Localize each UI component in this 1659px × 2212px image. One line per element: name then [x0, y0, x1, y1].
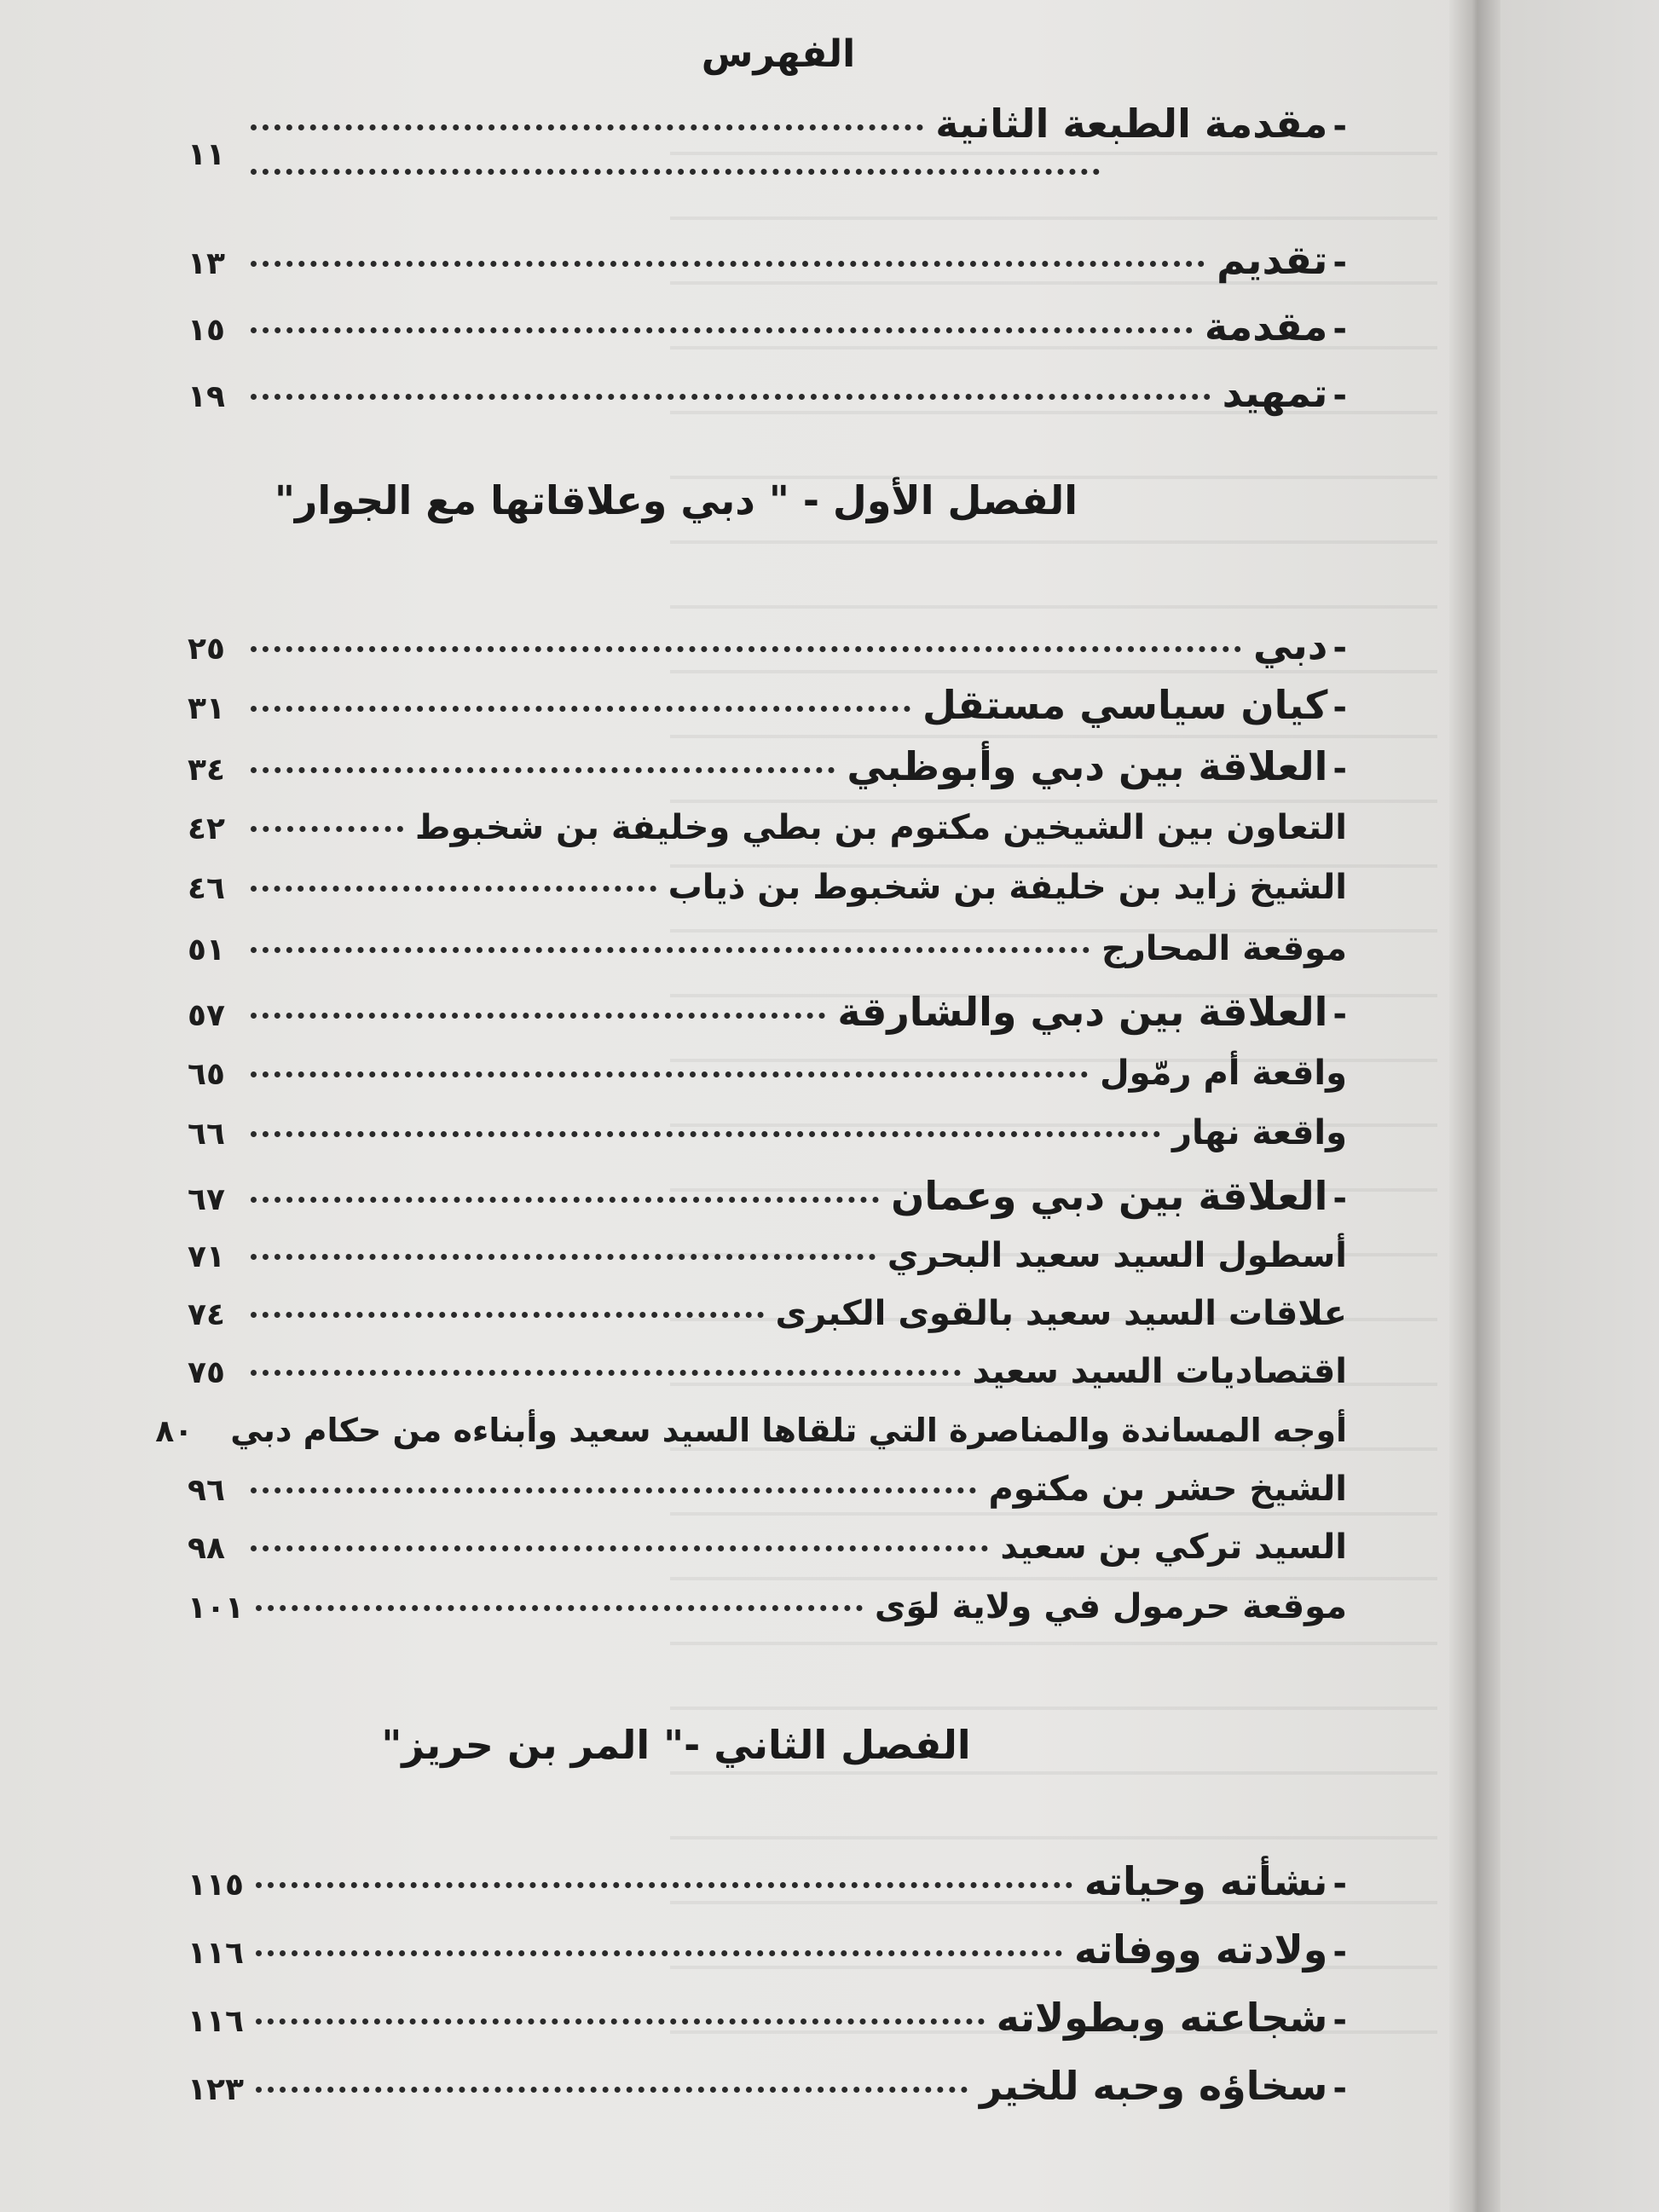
entry-label: العلاقة بين دبي وعمان: [891, 1173, 1328, 1219]
entry-page: ٦٥: [188, 1057, 225, 1092]
dot-leader: [256, 1882, 1072, 1888]
entry-label: العلاقة بين دبي وأبوظبي: [847, 743, 1328, 789]
dot-leader: [251, 261, 1205, 267]
page-title: الفهرس: [701, 32, 856, 76]
toc-entry[interactable]: [188, 682, 1347, 733]
toc-entry[interactable]: [188, 1995, 1347, 2046]
dot-leader: [251, 1545, 988, 1551]
entry-page: ٧٥: [188, 1355, 225, 1390]
entry-dash: -: [1332, 376, 1347, 415]
entry-label: مقدمة الطبعة الثانية: [935, 101, 1328, 147]
toc-entry[interactable]: [188, 1113, 1347, 1164]
entry-label: اقتصاديات السيد سعيد: [972, 1352, 1347, 1391]
entry-page: ١٢٣: [188, 2072, 244, 2107]
entry-page: ١١٥: [188, 1868, 244, 1903]
entry-dash: -: [1332, 628, 1347, 667]
entry-dash: -: [1332, 2001, 1347, 2040]
entry-page: ٥١: [188, 933, 225, 967]
book-gutter: [1449, 0, 1500, 2212]
toc-entry[interactable]: [188, 1587, 1347, 1638]
entry-page: ٤٦: [188, 871, 225, 906]
dot-leader: [251, 1197, 879, 1203]
entry-dash: -: [1332, 1932, 1347, 1972]
dot-leader: [251, 646, 1241, 652]
dot-leader: [251, 1071, 1088, 1077]
entry-page: ٧١: [188, 1239, 225, 1274]
toc-entry[interactable]: [188, 237, 1347, 288]
entry-label: واقعة أم رمّول: [1099, 1054, 1347, 1093]
entry-dash: -: [1332, 749, 1347, 788]
dot-leader: [256, 1950, 1062, 1956]
entry-label: شجاعته وبطولاته: [996, 1995, 1328, 2041]
entry-label: ولادته ووفاته: [1074, 1926, 1328, 1972]
entry-dash: -: [1332, 309, 1347, 349]
toc-entry[interactable]: [188, 929, 1347, 980]
dot-leader: [251, 1370, 961, 1376]
toc-entry[interactable]: [188, 1528, 1347, 1579]
entry-dash: -: [1332, 1179, 1347, 1218]
toc-entry[interactable]: [188, 101, 1347, 152]
toc-entry[interactable]: [188, 1294, 1347, 1345]
toc-entry[interactable]: [188, 370, 1347, 421]
entry-page: ٩٦: [188, 1473, 225, 1508]
entry-label: تقديم: [1217, 237, 1328, 283]
toc-entry[interactable]: [188, 1352, 1347, 1403]
dot-leader: [251, 1131, 1160, 1137]
entry-dash: -: [1332, 243, 1347, 282]
entry-dash: -: [1332, 688, 1347, 727]
chapter-heading: الفصل الثاني -" المر بن حريز": [381, 1722, 971, 1768]
entry-label: كيان سياسي مستقل: [922, 682, 1328, 728]
toc-entry[interactable]: [188, 1926, 1347, 1978]
toc-entry-leader-row: [188, 137, 1125, 172]
entry-label: أوجه المساندة والمناصرة التي تلقاها السيد سعيد وأبناءه من حكام دبي: [230, 1412, 1347, 1449]
entry-page: ٤٢: [188, 811, 225, 846]
entry-page: ١٩: [188, 379, 225, 414]
entry-label: سخاؤه وحبه للخير: [979, 2063, 1328, 2109]
facing-page-edge: [1500, 0, 1659, 2212]
entry-label: الشيخ زايد بن خليفة بن شخبوط بن ذياب: [668, 868, 1347, 907]
entry-label: التعاون بين الشيخين مكتوم بن بطي وخليفة بن شخبوط: [414, 808, 1347, 847]
dot-leader: [251, 706, 910, 712]
toc-entry[interactable]: [188, 808, 1347, 859]
entry-page: ١١٦: [188, 1936, 244, 1971]
dot-leader: [251, 1487, 976, 1493]
toc-entry[interactable]: [188, 989, 1347, 1040]
entry-page: ٢٥: [188, 632, 225, 667]
entry-label: مقدمة: [1204, 303, 1328, 349]
entry-label: السيد تركي بن سعيد: [1000, 1528, 1347, 1567]
entry-page: ١٠١: [188, 1591, 244, 1626]
entry-page: ١١٦: [188, 2004, 244, 2039]
toc-entry[interactable]: [155, 1412, 1347, 1463]
toc-entry[interactable]: [188, 303, 1347, 355]
entry-page: ٨٠: [155, 1414, 194, 1449]
toc-entry[interactable]: [188, 1054, 1347, 1105]
toc-entry[interactable]: [188, 743, 1347, 794]
toc-entry[interactable]: [188, 622, 1347, 673]
dot-leader: [251, 169, 1100, 175]
chapter-heading: الفصل الأول - " دبي وعلاقاتها مع الجوار": [274, 477, 1078, 523]
entry-page: ٣٤: [188, 753, 225, 788]
entry-label: علاقات السيد سعيد بالقوى الكبرى: [775, 1294, 1347, 1333]
entry-page: ٣١: [188, 691, 225, 726]
entry-dash: -: [1332, 1864, 1347, 1903]
entry-label: الشيخ حشر بن مكتوم: [988, 1470, 1347, 1509]
toc-entry[interactable]: [188, 1470, 1347, 1521]
entry-label: موقعة المحارج: [1101, 929, 1347, 968]
dot-leader: [256, 1605, 863, 1611]
dot-leader: [251, 767, 835, 773]
toc-entry[interactable]: [188, 1858, 1347, 1909]
entry-page: ١٣: [188, 246, 225, 281]
dot-leader: [251, 394, 1211, 400]
entry-page: ٦٦: [188, 1117, 225, 1152]
entry-label: واقعة نهار: [1172, 1113, 1347, 1152]
dot-leader: [251, 124, 923, 130]
entry-page: ١١: [188, 137, 225, 172]
dot-leader: [251, 886, 656, 892]
entry-label: أسطول السيد سعيد البحري: [887, 1236, 1347, 1275]
entry-dash: -: [1332, 2069, 1347, 2108]
dot-leader: [251, 327, 1193, 333]
entry-page: ٥٧: [188, 998, 225, 1033]
entry-label: نشأته وحياته: [1084, 1858, 1328, 1904]
entry-label: موقعة حرمول في ولاية لوَى: [874, 1587, 1347, 1626]
toc-entry[interactable]: [188, 1236, 1347, 1287]
dot-leader: [256, 2019, 985, 2024]
entry-page: ٧٤: [188, 1297, 225, 1332]
dot-leader: [256, 2087, 968, 2093]
entry-page: ٩٨: [188, 1531, 225, 1566]
dot-leader: [251, 826, 403, 832]
dot-leader: [251, 1254, 876, 1260]
dot-leader: [251, 1312, 764, 1318]
entry-label: دبي: [1252, 622, 1328, 668]
entry-dash: -: [1332, 107, 1347, 146]
dot-leader: [251, 947, 1090, 953]
toc-entry[interactable]: [188, 2063, 1347, 2114]
dot-leader: [251, 1013, 825, 1019]
entry-label: العلاقة بين دبي والشارقة: [837, 989, 1328, 1035]
entry-page: ١٥: [188, 313, 225, 348]
entry-dash: -: [1332, 995, 1347, 1034]
toc-entry[interactable]: [188, 1173, 1347, 1224]
entry-page: ٦٧: [188, 1182, 225, 1217]
entry-label: تمهيد: [1222, 370, 1328, 416]
toc-entry[interactable]: [188, 868, 1347, 919]
